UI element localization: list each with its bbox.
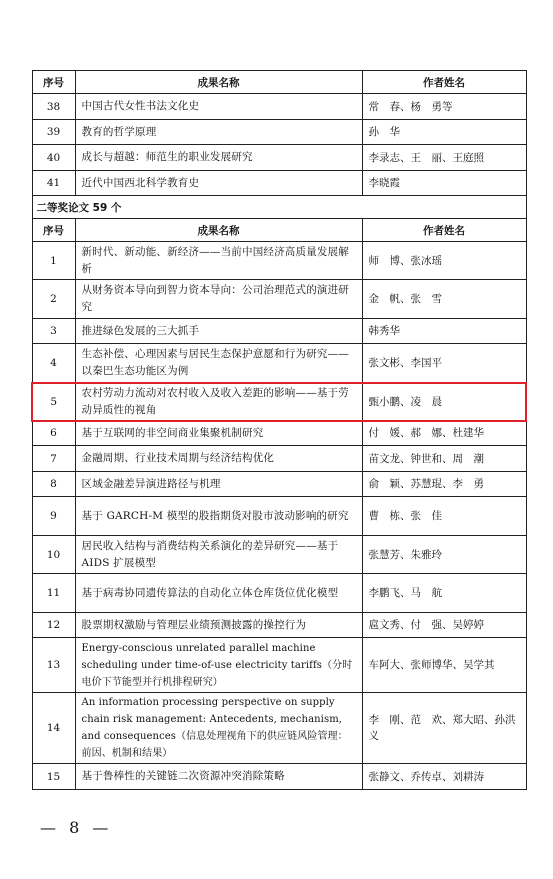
- table-row: [32, 171, 526, 196]
- header-author: 作者姓名: [362, 71, 526, 94]
- row-title: 农村劳动力流动对农村收入及收入差距的影响——基于劳动异质性的视角: [75, 383, 362, 421]
- table-row: [32, 613, 526, 638]
- row-author: 张慧芳、朱雅玲: [362, 536, 526, 574]
- row-author: 常 春、杨 勇等: [362, 94, 526, 120]
- row-author: 付 媛、郝 娜、杜建华: [362, 421, 526, 446]
- table-row: [32, 472, 526, 497]
- awards-table: [31, 70, 527, 790]
- row-no: 3: [32, 319, 75, 344]
- table-row: [32, 94, 526, 120]
- row-no: 10: [32, 536, 75, 574]
- row-author: 李录志、王 丽、王庭照: [362, 145, 526, 171]
- table-row: [32, 536, 526, 574]
- row-author: 甄小鹏、凌 晨: [362, 383, 526, 421]
- row-author: 李鹏飞、马 航: [362, 574, 526, 613]
- row-title: 基于互联网的非空间商业集聚机制研究: [75, 421, 362, 446]
- row-no: 6: [32, 421, 75, 446]
- row-no: 5: [32, 383, 75, 421]
- row-no: 8: [32, 472, 75, 497]
- table-row: [32, 319, 526, 344]
- row-no: 9: [32, 497, 75, 536]
- table-header: [32, 219, 526, 242]
- row-author: 俞 颖、苏慧琨、李 勇: [362, 472, 526, 497]
- row-title: 居民收入结构与消费结构关系演化的差异研究——基于 AIDS 扩展模型: [75, 536, 362, 574]
- page-number: — 8 —: [40, 818, 113, 837]
- row-title: 成长与超越：师范生的职业发展研究: [75, 145, 362, 171]
- section-row: [32, 196, 526, 219]
- table-row: [32, 764, 526, 790]
- table-row: [32, 145, 526, 171]
- table-row: [32, 574, 526, 613]
- row-author: 张文彬、李国平: [362, 344, 526, 383]
- table-row: [32, 344, 526, 383]
- row-no: 41: [32, 171, 75, 196]
- header-title: 成果名称: [75, 71, 362, 94]
- row-no: 15: [32, 764, 75, 790]
- row-no: 4: [32, 344, 75, 383]
- table-row: [32, 421, 526, 446]
- row-no: 14: [32, 693, 75, 764]
- table-row: [32, 638, 526, 693]
- row-title: 区域金融差异演进路径与机理: [75, 472, 362, 497]
- row-author: 孙 华: [362, 120, 526, 145]
- row-no: 7: [32, 446, 75, 472]
- table-row-highlighted: [32, 383, 526, 421]
- header-title: 成果名称: [75, 219, 362, 242]
- table-row: [32, 280, 526, 319]
- row-title: 基于病毒协同遗传算法的自动化立体仓库货位优化模型: [75, 574, 362, 613]
- row-title: 生态补偿、心理因素与居民生态保护意愿和行为研究——以秦巴生态功能区为例: [75, 344, 362, 383]
- row-no: 1: [32, 242, 75, 280]
- row-author: 曹 栋、张 佳: [362, 497, 526, 536]
- row-author: 苗文龙、钟世和、周 潮: [362, 446, 526, 472]
- row-title: 金融周期、行业技术周期与经济结构优化: [75, 446, 362, 472]
- row-author: 师 博、张冰瑶: [362, 242, 526, 280]
- row-no: 11: [32, 574, 75, 613]
- table-row: [32, 242, 526, 280]
- row-title: 推进绿色发展的三大抓手: [75, 319, 362, 344]
- row-author: 车阿大、张师博华、吴学其: [362, 638, 526, 693]
- row-title: Energy-conscious unrelated parallel machine scheduling under time-of-use electricity tariffs（分时电价下节能型并行机排程研究）: [75, 638, 362, 693]
- row-no: 12: [32, 613, 75, 638]
- table-header: [32, 71, 526, 94]
- row-no: 39: [32, 120, 75, 145]
- row-no: 38: [32, 94, 75, 120]
- row-no: 40: [32, 145, 75, 171]
- header-author: 作者姓名: [362, 219, 526, 242]
- table-row: [32, 497, 526, 536]
- row-author: 金 帆、张 雪: [362, 280, 526, 319]
- row-author: 李晓霞: [362, 171, 526, 196]
- row-title: 股票期权激励与管理层业绩预测披露的操控行为: [75, 613, 362, 638]
- row-author: 李 刚、范 欢、郑大昭、孙洪义: [362, 693, 526, 764]
- row-title: 教育的哲学原理: [75, 120, 362, 145]
- header-no: 序号: [32, 219, 75, 242]
- row-title: 基于鲁棒性的关键链二次资源冲突消除策略: [75, 764, 362, 790]
- row-author: 韩秀华: [362, 319, 526, 344]
- table-row: [32, 446, 526, 472]
- row-title: 基于 GARCH-M 模型的股指期货对股市波动影响的研究: [75, 497, 362, 536]
- row-title: 中国古代女性书法文化史: [75, 94, 362, 120]
- row-title: 新时代、新动能、新经济——当前中国经济高质量发展解析: [75, 242, 362, 280]
- table-row: [32, 120, 526, 145]
- section-title: 二等奖论文 59 个: [32, 196, 526, 219]
- table-row: [32, 693, 526, 764]
- row-author: 扈文秀、付 强、吴婷婷: [362, 613, 526, 638]
- header-no: 序号: [32, 71, 75, 94]
- row-title: 从财务资本导向到智力资本导向：公司治理范式的演进研究: [75, 280, 362, 319]
- row-author: 张静文、乔传卓、刘耕涛: [362, 764, 526, 790]
- row-no: 2: [32, 280, 75, 319]
- row-no: 13: [32, 638, 75, 693]
- row-title: An information processing perspective on supply chain risk management: Antecedents, mechanism, and consequences（信息处理视角下的供应链风险管理：前因、机制和结果）: [75, 693, 362, 764]
- row-title: 近代中国西北科学教育史: [75, 171, 362, 196]
